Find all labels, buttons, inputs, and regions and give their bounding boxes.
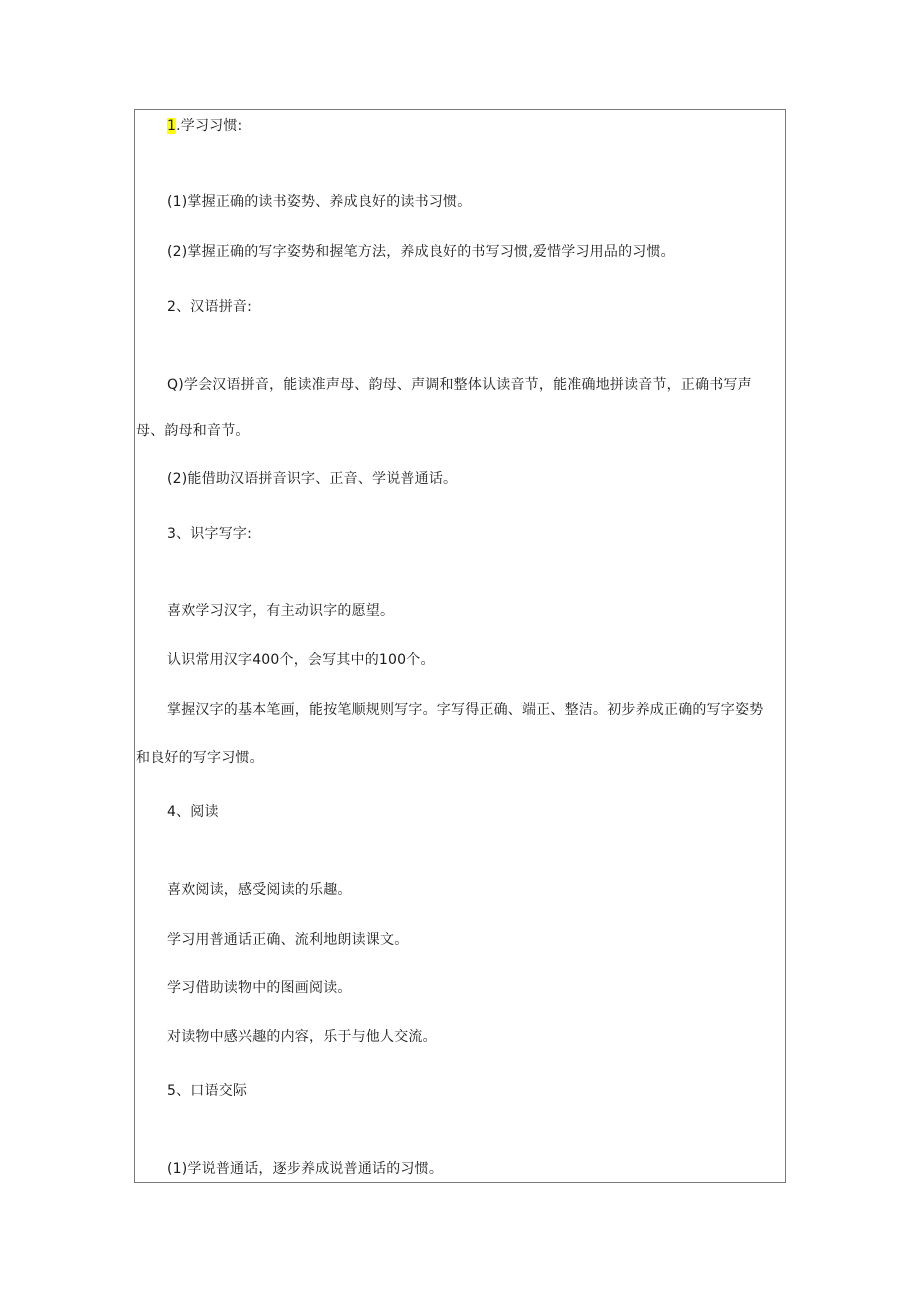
- heading-reading: 4、阅读: [167, 804, 219, 820]
- paragraph-line: 喜欢学习汉字，有主动识字的愿望。: [167, 603, 395, 619]
- paragraph-line: 喜欢阅读，感受阅读的乐趣。: [167, 882, 352, 898]
- paragraph-line: 学习借助读物中的图画阅读。: [167, 980, 352, 996]
- highlighted-number: 1: [167, 118, 177, 134]
- document-frame: [134, 109, 786, 1183]
- paragraph-line: 学习用普通话正确、流利地朗读课文。: [167, 932, 409, 948]
- paragraph-line: 和良好的写字习惯。: [136, 750, 264, 766]
- heading-pinyin: 2、汉语拼音:: [167, 299, 253, 315]
- heading-study-habits: 1.学习习惯:: [167, 118, 243, 134]
- heading-oral-communication: 5、口语交际: [167, 1083, 248, 1099]
- paragraph-line: 母、韵母和音节。: [136, 423, 250, 439]
- paragraph-line: 对读物中感兴趣的内容，乐于与他人交流。: [167, 1029, 437, 1045]
- heading-literacy: 3、识字写字:: [167, 526, 253, 542]
- paragraph-line: (1)掌握正确的读书姿势、养成良好的读书习惯。: [167, 194, 472, 210]
- paragraph-line: Q)学会汉语拼音，能读准声母、韵母、声调和整体认读音节，能准确地拼读音节，正确书写声: [167, 377, 752, 393]
- paragraph-line: 认识常用汉字400个，会写其中的100个。: [167, 652, 435, 668]
- paragraph-line: 掌握汉字的基本笔画，能按笔顺规则写字。字写得正确、端正、整洁。初步养成正确的写字姿势: [167, 702, 764, 718]
- paragraph-line: (2)能借助汉语拼音识字、正音、学说普通话。: [167, 471, 458, 487]
- paragraph-line: (2)掌握正确的写字姿势和握笔方法，养成良好的书写习惯,爱惜学习用品的习惯。: [167, 244, 675, 260]
- paragraph-line: (1)学说普通话，逐步养成说普通话的习惯。: [167, 1161, 444, 1177]
